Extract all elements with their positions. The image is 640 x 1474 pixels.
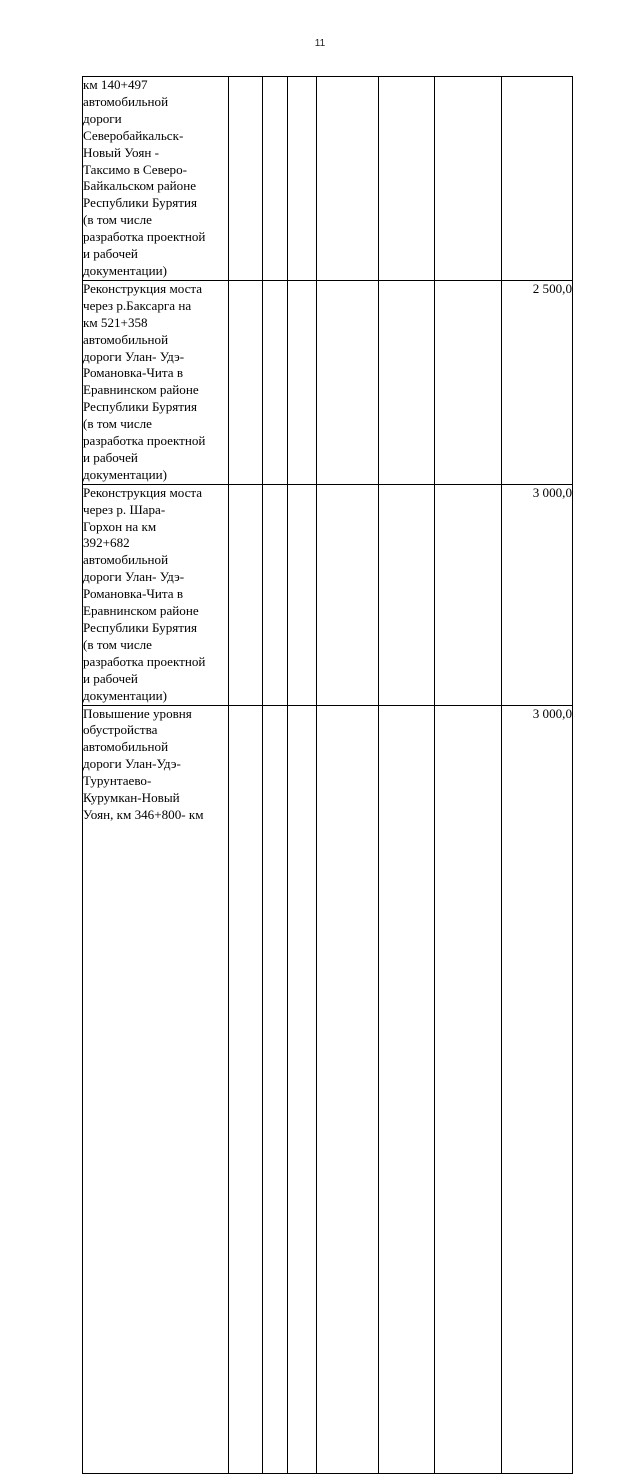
empty-cell: [288, 77, 317, 281]
empty-cell: [379, 77, 435, 281]
description-line: и рабочей: [83, 449, 138, 465]
description-line: Курумкан-Новый: [83, 790, 180, 806]
empty-cell: [379, 705, 435, 1473]
empty-cell: [263, 484, 288, 705]
description-line: Байкальском районе: [83, 178, 197, 194]
description-line: Романовка-Чита в: [83, 586, 183, 602]
description-line: Реконструкция моста: [83, 280, 203, 296]
row-amount: [502, 77, 573, 281]
empty-cell: [435, 705, 502, 1473]
empty-cell: [288, 705, 317, 1473]
description-line: документации): [83, 262, 167, 278]
empty-cell: [317, 77, 379, 281]
empty-cell: [263, 77, 288, 281]
row-amount: 3 000,0: [502, 484, 573, 705]
empty-cell: [379, 484, 435, 705]
description-line: (в том числе: [83, 416, 152, 432]
description-line: Реконструкция моста: [83, 484, 203, 500]
empty-cell: [263, 280, 288, 484]
row-description: [83, 484, 229, 705]
row-amount: 3 000,0: [502, 705, 573, 1473]
empty-cell: [263, 705, 288, 1473]
description-line: Повышение уровня: [83, 705, 192, 721]
empty-cell: [229, 484, 263, 705]
budget-table: [82, 76, 573, 1474]
description-line: дороги Улан- Удэ-: [83, 569, 185, 585]
description-line: автомобильной: [83, 552, 169, 568]
description-line: автомобильной: [83, 739, 169, 755]
description-line: Новый Уоян -: [83, 144, 160, 160]
description-line: через р.Баксарга на: [83, 297, 192, 313]
description-line: документации): [83, 687, 167, 703]
description-line: Республики Бурятия: [83, 620, 198, 635]
empty-cell: [288, 484, 317, 705]
description-line: документации): [83, 466, 167, 482]
description-line: через р. Шара-: [83, 501, 166, 517]
description-line: Уоян, км 346+800- км: [83, 806, 204, 822]
description-line: Республики Бурятия: [83, 399, 198, 415]
row-amount: 2 500,0: [502, 280, 573, 484]
description-line: автомобильной: [83, 331, 169, 347]
table-row: [83, 280, 573, 484]
description-line: 392+682: [83, 535, 130, 551]
empty-cell: [229, 705, 263, 1473]
table-row: [83, 484, 573, 705]
description-line: разработка проектной: [83, 229, 206, 245]
empty-cell: [288, 280, 317, 484]
description-line: автомобильной: [83, 93, 169, 109]
empty-cell: [435, 484, 502, 705]
description-line: дороги: [83, 110, 122, 126]
table-row: [83, 705, 573, 1473]
description-line: дороги Улан-Удэ-: [83, 756, 181, 772]
description-line: разработка проектной: [83, 653, 206, 669]
description-line: Еравнинском районе: [83, 382, 199, 398]
description-line: дороги Улан- Удэ-: [83, 348, 185, 364]
row-description: [83, 77, 229, 281]
empty-cell: [317, 484, 379, 705]
description-line: обустройства: [83, 722, 158, 738]
description-line: Турунтаево-: [83, 773, 152, 789]
row-description: [83, 705, 229, 1473]
empty-cell: [317, 280, 379, 484]
empty-cell: [317, 705, 379, 1473]
description-line: Романовка-Чита в: [83, 365, 183, 381]
description-line: и рабочей: [83, 670, 138, 686]
description-line: (в том числе: [83, 636, 152, 652]
empty-cell: [435, 77, 502, 281]
description-line: Северобайкальск-: [83, 127, 184, 143]
description-line: Таксимо в Северо-: [83, 161, 187, 177]
table-row: [83, 77, 573, 281]
description-line: и рабочей: [83, 246, 138, 262]
empty-cell: [229, 280, 263, 484]
description-line: км 521+358: [83, 314, 148, 330]
empty-cell: [229, 77, 263, 281]
description-line: км 140+497: [83, 77, 148, 92]
description-line: Республики Бурятия: [83, 195, 198, 211]
description-line: Еравнинском районе: [83, 603, 199, 619]
row-description: [83, 280, 229, 484]
description-line: Горхон на км: [83, 518, 157, 534]
empty-cell: [379, 280, 435, 484]
page-number: 11: [314, 38, 326, 49]
description-line: разработка проектной: [83, 433, 206, 449]
description-line: (в том числе: [83, 212, 152, 228]
empty-cell: [435, 280, 502, 484]
